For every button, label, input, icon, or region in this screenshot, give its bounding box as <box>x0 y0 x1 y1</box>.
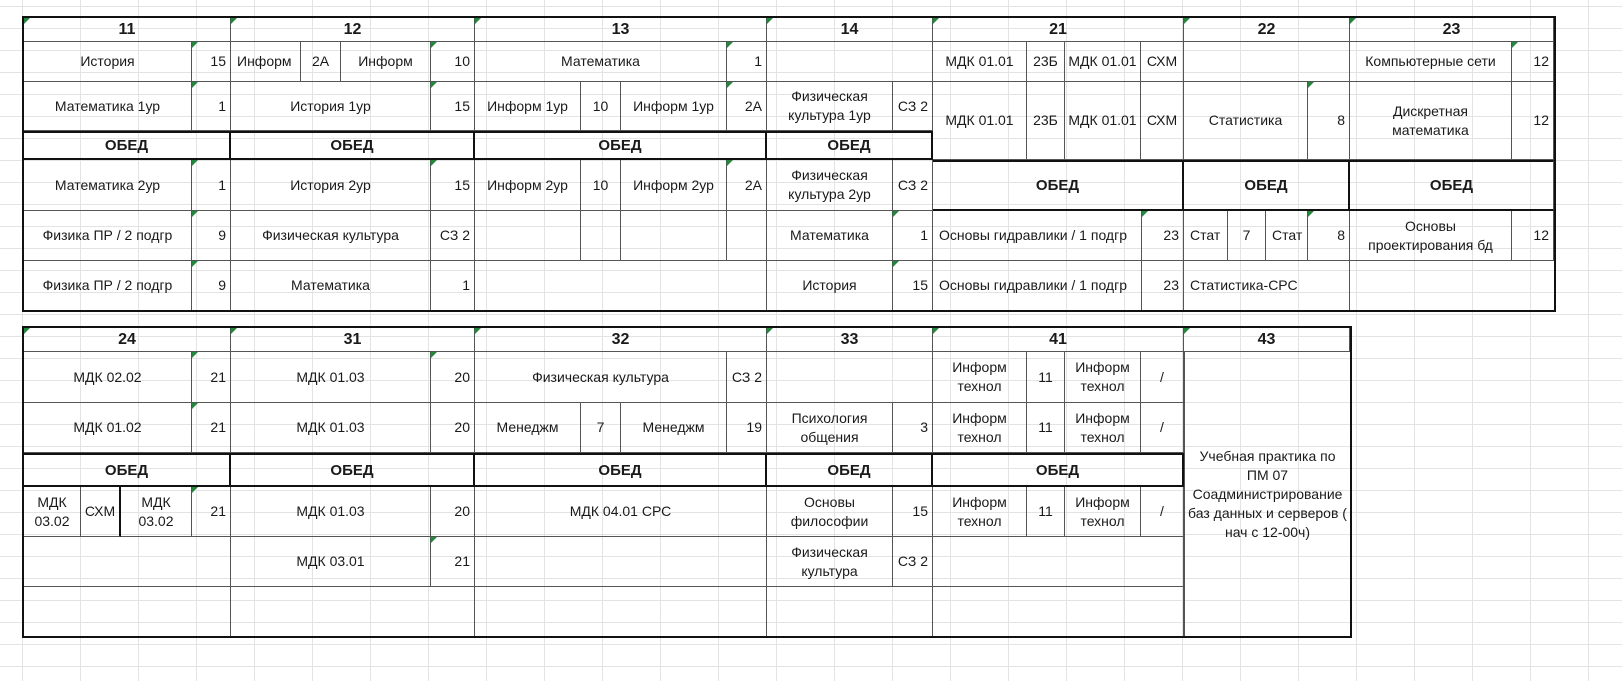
subject-cell[interactable]: История <box>24 42 192 82</box>
subject-cell[interactable]: МДК 01.03 <box>231 403 431 453</box>
room-cell[interactable]: 21 <box>192 487 231 537</box>
empty-cell[interactable] <box>475 211 581 261</box>
group-header-33[interactable]: 33 <box>767 328 933 352</box>
lunch-cell[interactable]: ОБЕД <box>475 453 767 487</box>
empty-cell[interactable] <box>231 587 475 636</box>
subject-cell[interactable]: Математика <box>475 42 727 82</box>
subject-cell[interactable]: Математика 1ур <box>24 82 192 131</box>
room-cell[interactable]: 3 <box>893 403 933 453</box>
room-cell[interactable]: 11 <box>1027 487 1065 537</box>
subject-cell[interactable]: МДК 03.02 <box>24 487 81 537</box>
lunch-cell[interactable]: ОБЕД <box>231 453 475 487</box>
lunch-cell[interactable]: ОБЕД <box>24 453 231 487</box>
subject-cell[interactable]: Психология общения <box>767 403 893 453</box>
subject-cell[interactable]: История <box>767 261 893 310</box>
room-cell[interactable]: 9 <box>192 211 231 261</box>
lunch-cell[interactable]: ОБЕД <box>767 453 933 487</box>
subject-cell[interactable]: МДК 01.02 <box>24 403 192 453</box>
room-cell[interactable]: / <box>1141 487 1184 537</box>
room-cell[interactable]: 12 <box>1512 42 1554 82</box>
room-cell[interactable]: 21 <box>192 403 231 453</box>
room-cell[interactable]: СХМ <box>81 487 121 537</box>
group-header-23[interactable]: 23 <box>1350 18 1554 42</box>
lunch-cell[interactable]: ОБЕД <box>475 131 767 160</box>
room-cell[interactable]: СХМ <box>1141 42 1184 82</box>
subject-cell[interactable]: Статистика-СРС <box>1184 261 1350 310</box>
practice-cell[interactable]: Учебная практика по ПМ 07 Соадминистрирование баз данных и серверов ( нач с 12-00ч) <box>1184 352 1350 636</box>
subject-cell[interactable]: Физическая культура <box>767 537 893 587</box>
subject-cell[interactable]: Математика <box>767 211 893 261</box>
subject-cell[interactable]: Физическая культура <box>475 352 727 403</box>
room-cell[interactable]: 23 <box>1142 211 1184 261</box>
empty-cell[interactable] <box>1350 261 1554 310</box>
lunch-cell[interactable]: ОБЕД <box>231 131 475 160</box>
subject-cell[interactable]: Информ 1ур <box>475 82 581 131</box>
group-header-21[interactable]: 21 <box>933 18 1184 42</box>
subject-cell[interactable]: МДК 02.02 <box>24 352 192 403</box>
group-header-22[interactable]: 22 <box>1184 18 1350 42</box>
empty-cell[interactable] <box>475 261 767 310</box>
room-cell[interactable]: 2А <box>727 82 767 131</box>
room-cell[interactable]: 10 <box>431 42 475 82</box>
room-cell[interactable]: СЗ 2 <box>893 160 933 211</box>
room-cell[interactable]: 7 <box>1228 211 1266 261</box>
subject-cell[interactable]: Менеджм <box>621 403 727 453</box>
schedule-block-top <box>22 16 1556 312</box>
lunch-cell[interactable]: ОБЕД <box>933 160 1184 211</box>
group-header-11[interactable]: 11 <box>24 18 231 42</box>
room-cell[interactable]: 23 <box>1142 261 1184 310</box>
subject-cell[interactable]: Информ 2ур <box>475 160 581 211</box>
subject-cell[interactable]: Компьютерные сети <box>1350 42 1512 82</box>
room-cell[interactable]: 1 <box>893 211 933 261</box>
empty-cell[interactable] <box>24 587 231 636</box>
subject-cell[interactable]: Основы проектирования бд <box>1350 211 1512 261</box>
subject-cell[interactable]: Физическая культура 2ур <box>767 160 893 211</box>
lesson-row-5 <box>24 587 1184 636</box>
room-cell[interactable]: 23Б <box>1027 82 1065 160</box>
room-cell[interactable]: 20 <box>431 487 475 537</box>
subject-cell[interactable]: МДК 01.01 <box>933 82 1027 160</box>
room-cell[interactable]: 12 <box>1512 82 1554 160</box>
room-cell[interactable]: 12 <box>1512 211 1554 261</box>
empty-cell[interactable] <box>933 587 1184 636</box>
subject-cell[interactable]: МДК 01.01 <box>933 42 1027 82</box>
room-cell[interactable]: 15 <box>431 82 475 131</box>
subject-cell[interactable]: МДК 01.01 <box>1065 82 1141 160</box>
room-cell[interactable]: / <box>1141 352 1184 403</box>
room-cell[interactable]: 21 <box>192 352 231 403</box>
room-cell[interactable]: 15 <box>893 487 933 537</box>
subject-cell[interactable]: Информ <box>231 42 301 82</box>
room-cell[interactable]: 2А <box>301 42 341 82</box>
empty-cell[interactable] <box>767 352 933 403</box>
empty-cell[interactable] <box>475 537 767 587</box>
group-header-row <box>24 18 1554 42</box>
room-cell[interactable]: СХМ <box>1141 82 1184 160</box>
subject-cell[interactable]: Стат <box>1266 211 1308 261</box>
schedule-block-bottom <box>22 326 1352 638</box>
empty-cell[interactable] <box>621 211 727 261</box>
room-cell[interactable]: СЗ 2 <box>431 211 475 261</box>
room-cell[interactable]: 8 <box>1308 82 1350 160</box>
room-cell[interactable]: 19 <box>727 403 767 453</box>
room-cell[interactable]: 1 <box>192 160 231 211</box>
room-cell[interactable]: 23Б <box>1027 42 1065 82</box>
room-cell[interactable]: 20 <box>431 403 475 453</box>
subject-cell[interactable]: История 1ур <box>231 82 431 131</box>
room-cell[interactable]: 21 <box>431 537 475 587</box>
lunch-cell[interactable]: ОБЕД <box>933 453 1184 487</box>
group-header-14[interactable]: 14 <box>767 18 933 42</box>
subject-cell[interactable]: Физика ПР / 2 подгр <box>24 211 192 261</box>
room-cell[interactable]: / <box>1141 403 1184 453</box>
group-header-31[interactable]: 31 <box>231 328 475 352</box>
subject-cell[interactable]: Информ 2ур <box>621 160 727 211</box>
room-cell[interactable]: 2А <box>727 160 767 211</box>
room-cell[interactable]: 10 <box>581 160 621 211</box>
subject-cell[interactable]: Математика 2ур <box>24 160 192 211</box>
room-cell[interactable]: 1 <box>727 42 767 82</box>
lesson-row-4 <box>24 211 1554 261</box>
room-cell[interactable]: 1 <box>192 82 231 131</box>
room-cell[interactable]: 8 <box>1308 211 1350 261</box>
subject-cell[interactable]: Информ <box>341 42 431 82</box>
subject-cell[interactable]: Информ технол <box>1065 352 1141 403</box>
room-cell[interactable]: 15 <box>431 160 475 211</box>
subject-cell[interactable]: МДК 04.01 СРС <box>475 487 767 537</box>
lesson-row-3 <box>24 160 933 211</box>
group-header-32[interactable]: 32 <box>475 328 767 352</box>
lesson-row-3 <box>24 487 1184 537</box>
room-cell[interactable]: СЗ 2 <box>893 537 933 587</box>
subject-cell[interactable]: МДК 01.03 <box>231 487 431 537</box>
lunch-row <box>24 453 1184 487</box>
subject-cell[interactable]: Информ технол <box>933 403 1027 453</box>
subject-cell[interactable]: История 2ур <box>231 160 431 211</box>
room-cell[interactable]: 10 <box>581 82 621 131</box>
subject-cell[interactable]: Физическая культура 1ур <box>767 82 893 131</box>
group-header-12[interactable]: 12 <box>231 18 475 42</box>
subject-cell[interactable]: Информ технол <box>933 352 1027 403</box>
room-cell[interactable]: 15 <box>893 261 933 310</box>
lesson-row-1 <box>24 42 1554 82</box>
empty-cell[interactable] <box>767 587 933 636</box>
empty-cell[interactable] <box>24 537 231 587</box>
group-header-43[interactable]: 43 <box>1184 328 1350 352</box>
subject-cell[interactable]: Математика <box>231 261 431 310</box>
room-cell[interactable]: 9 <box>192 261 231 310</box>
group-header-24[interactable]: 24 <box>24 328 231 352</box>
lunch-row-right <box>933 160 1554 211</box>
subject-cell[interactable]: Менеджм <box>475 403 581 453</box>
group-header-row <box>24 328 1350 352</box>
room-cell[interactable]: СЗ 2 <box>893 82 933 131</box>
room-cell[interactable]: 11 <box>1027 352 1065 403</box>
subject-cell[interactable]: Стат <box>1184 211 1228 261</box>
room-cell[interactable]: 11 <box>1027 403 1065 453</box>
group-header-41[interactable]: 41 <box>933 328 1184 352</box>
room-cell[interactable]: 15 <box>192 42 231 82</box>
lunch-cell[interactable]: ОБЕД <box>767 131 933 160</box>
empty-cell[interactable] <box>581 211 621 261</box>
group-header-13[interactable]: 13 <box>475 18 767 42</box>
subject-cell[interactable]: МДК 01.01 <box>1065 42 1141 82</box>
lunch-cell[interactable]: ОБЕД <box>1350 160 1554 211</box>
empty-cell[interactable] <box>475 587 767 636</box>
subject-cell[interactable]: Информ технол <box>1065 403 1141 453</box>
room-cell[interactable]: 20 <box>431 352 475 403</box>
lesson-row-4 <box>24 537 1184 587</box>
subject-cell[interactable]: Информ технол <box>1065 487 1141 537</box>
subject-cell[interactable]: Основы гидравлики / 1 подгр <box>933 211 1142 261</box>
subject-cell[interactable]: Физика ПР / 2 подгр <box>24 261 192 310</box>
subject-cell[interactable]: МДК 03.01 <box>231 537 431 587</box>
lesson-row-2 <box>24 403 1184 453</box>
subject-cell[interactable]: МДК 03.02 <box>121 487 192 537</box>
lunch-cell[interactable]: ОБЕД <box>1184 160 1350 211</box>
subject-cell[interactable]: Информ технол <box>933 487 1027 537</box>
subject-cell[interactable]: Статистика <box>1184 82 1308 160</box>
room-cell[interactable]: СЗ 2 <box>727 352 767 403</box>
subject-cell[interactable]: МДК 01.03 <box>231 352 431 403</box>
lunch-row-left <box>24 131 933 160</box>
subject-cell[interactable]: Основы философии <box>767 487 893 537</box>
room-cell[interactable]: 7 <box>581 403 621 453</box>
subject-cell[interactable]: Физическая культура <box>231 211 431 261</box>
lesson-row-5 <box>24 261 1554 310</box>
subject-cell[interactable]: Дискретная математика <box>1350 82 1512 160</box>
subject-cell[interactable]: Основы гидравлики / 1 подгр <box>933 261 1142 310</box>
subject-cell[interactable]: Информ 1ур <box>621 82 727 131</box>
empty-cell[interactable] <box>767 42 933 82</box>
lunch-cell[interactable]: ОБЕД <box>24 131 231 160</box>
room-cell[interactable]: 1 <box>431 261 475 310</box>
empty-cell[interactable] <box>933 537 1184 587</box>
empty-cell[interactable] <box>1184 42 1350 82</box>
lesson-row-2 <box>24 82 1554 138</box>
empty-cell[interactable] <box>727 211 767 261</box>
lesson-row-1 <box>24 352 1184 403</box>
